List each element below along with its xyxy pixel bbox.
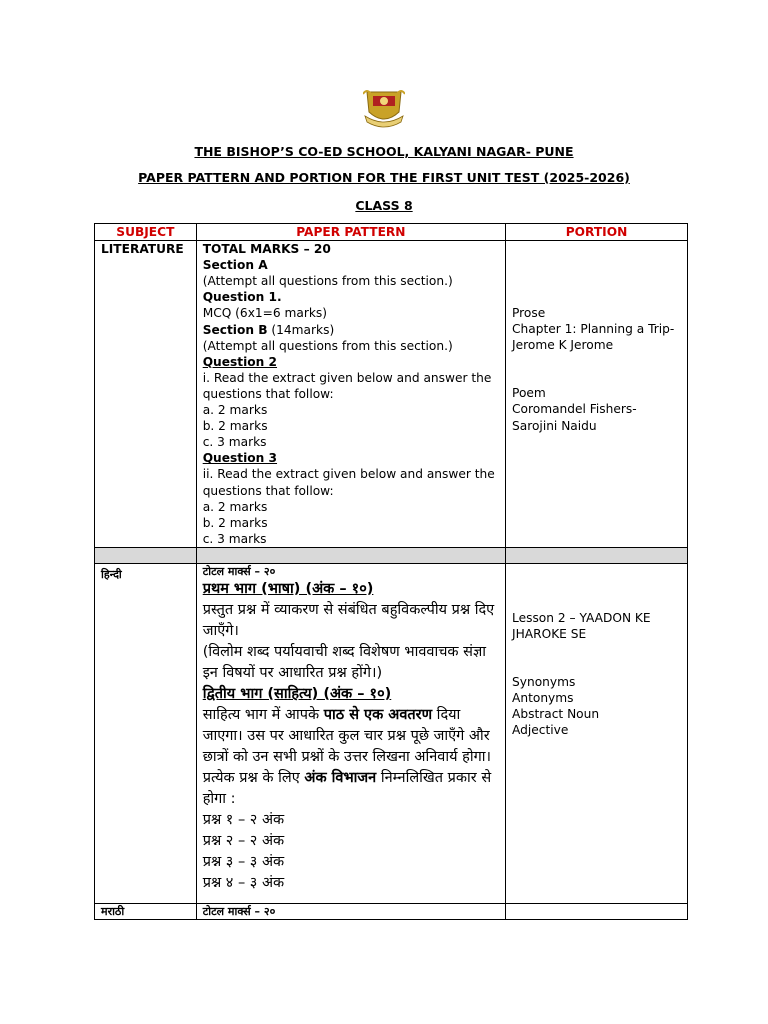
column-header-paper-pattern: PAPER PATTERN <box>196 224 505 241</box>
section-b-marks: (14marks) <box>267 322 335 337</box>
portion-marathi <box>506 903 688 919</box>
question-heading: Question 1. <box>202 290 282 305</box>
table-row-literature <box>95 241 688 548</box>
pattern-line: प्रश्न ४ – ३ अंक <box>202 874 285 891</box>
paragraph-emphasis: पाठ से एक अवतरण <box>323 706 433 723</box>
pattern-line: c. 3 marks <box>202 435 267 450</box>
portion-line: Lesson 2 – YAADON KE JHAROKE SE <box>512 610 651 641</box>
portion-hindi <box>506 563 688 903</box>
portion-line: Prose <box>512 306 546 321</box>
pattern-marathi: टोटल मार्क्स – २० <box>196 903 505 919</box>
question-heading: Question 2 <box>202 354 278 369</box>
document-title: PAPER PATTERN AND PORTION FOR THE FIRST UNIT TEST (2025-2026) <box>138 170 630 185</box>
paragraph-text: निम्नलिखित प्रकार से होगा : <box>202 769 492 807</box>
pattern-line: (Attempt all questions from this section.) <box>202 274 453 289</box>
portion-line: Antonyms <box>512 691 574 706</box>
portion-line: Abstract Noun <box>512 707 600 722</box>
pattern-line: b. 2 marks <box>202 515 268 530</box>
pattern-line: प्रश्न १ – २ अंक <box>202 811 285 828</box>
subject-marathi: मराठी <box>95 903 197 919</box>
pattern-hindi <box>196 563 505 903</box>
portion-line: Chapter 1: Planning a Trip-Jerome K Jerome <box>512 322 675 353</box>
column-header-portion: PORTION <box>506 224 688 241</box>
portion-line: Synonyms <box>512 675 576 690</box>
portion-line: Coromandel Fishers-Sarojini Naidu <box>512 402 637 433</box>
school-crest-logo <box>363 86 405 130</box>
separator-cell <box>95 547 197 563</box>
section-heading: प्रथम भाग (भाषा) (अंक – १०) <box>202 580 374 597</box>
class-label: CLASS 8 <box>355 198 413 213</box>
pattern-line: MCQ (6x1=6 marks) <box>202 306 328 321</box>
portion-line: Poem <box>512 386 546 401</box>
section-heading: Section A <box>202 258 268 273</box>
separator-cell <box>506 547 688 563</box>
table-row-hindi <box>95 563 688 903</box>
pattern-line: a. 2 marks <box>202 499 268 514</box>
subject-literature: LITERATURE <box>95 241 197 548</box>
pattern-line: ii. Read the extract given below and answer the questions that follow: <box>202 467 495 498</box>
pattern-line: (Attempt all questions from this section.) <box>202 338 453 353</box>
pattern-line: a. 2 marks <box>202 403 268 418</box>
pattern-line: i. Read the extract given below and answer the questions that follow: <box>202 370 492 401</box>
paragraph-text: दिया जाएगा। उस पर आधारित कुल चार प्रश्न पूछे जाएँगे और छात्रों को उन सभी प्रश्नों के उत्तर लिखना अनिवार्य होगा। प्रत्येक प्रश्न के लिए <box>202 706 492 786</box>
separator-row <box>95 547 688 563</box>
pattern-line: TOTAL MARKS – 20 <box>202 242 331 257</box>
pattern-literature <box>196 241 505 548</box>
portion-table <box>94 223 688 920</box>
column-header-subject: SUBJECT <box>95 224 197 241</box>
portion-literature <box>506 241 688 548</box>
section-heading: द्वितीय भाग (साहित्य) (अंक – १०) <box>202 685 392 702</box>
section-b-label: Section B <box>202 322 268 337</box>
pattern-line: टोटल मार्क्स – २० <box>202 564 276 578</box>
portion-line: Adjective <box>512 723 569 738</box>
school-name: THE BISHOP’S CO-ED SCHOOL, KALYANI NAGAR- PUNE <box>194 144 574 159</box>
pattern-line: b. 2 marks <box>202 419 268 434</box>
pattern-line: प्रश्न २ – २ अंक <box>202 832 285 849</box>
pattern-line: प्रश्न ३ – ३ अंक <box>202 853 285 870</box>
table-header-row <box>95 224 688 241</box>
paragraph-text: साहित्य भाग में आपके <box>202 706 324 723</box>
subject-hindi: हिन्दी <box>95 563 197 903</box>
pattern-paragraph <box>203 705 499 810</box>
section-heading <box>203 322 499 338</box>
paragraph-emphasis: अंक विभाजन <box>304 769 377 786</box>
separator-cell <box>196 547 505 563</box>
pattern-line: प्रस्तुत प्रश्न में व्याकरण से संबंधित बहुविकल्पीय प्रश्न दिए जाएँगे। <box>202 601 495 639</box>
table-row-marathi <box>95 903 688 919</box>
pattern-line: c. 3 marks <box>202 531 267 546</box>
question-heading: Question 3 <box>202 451 278 466</box>
pattern-line: (विलोम शब्द पर्यायवाची शब्द विशेषण भाववाचक संज्ञा इन विषयों पर आधारित प्रश्न होंगे।) <box>202 643 487 681</box>
